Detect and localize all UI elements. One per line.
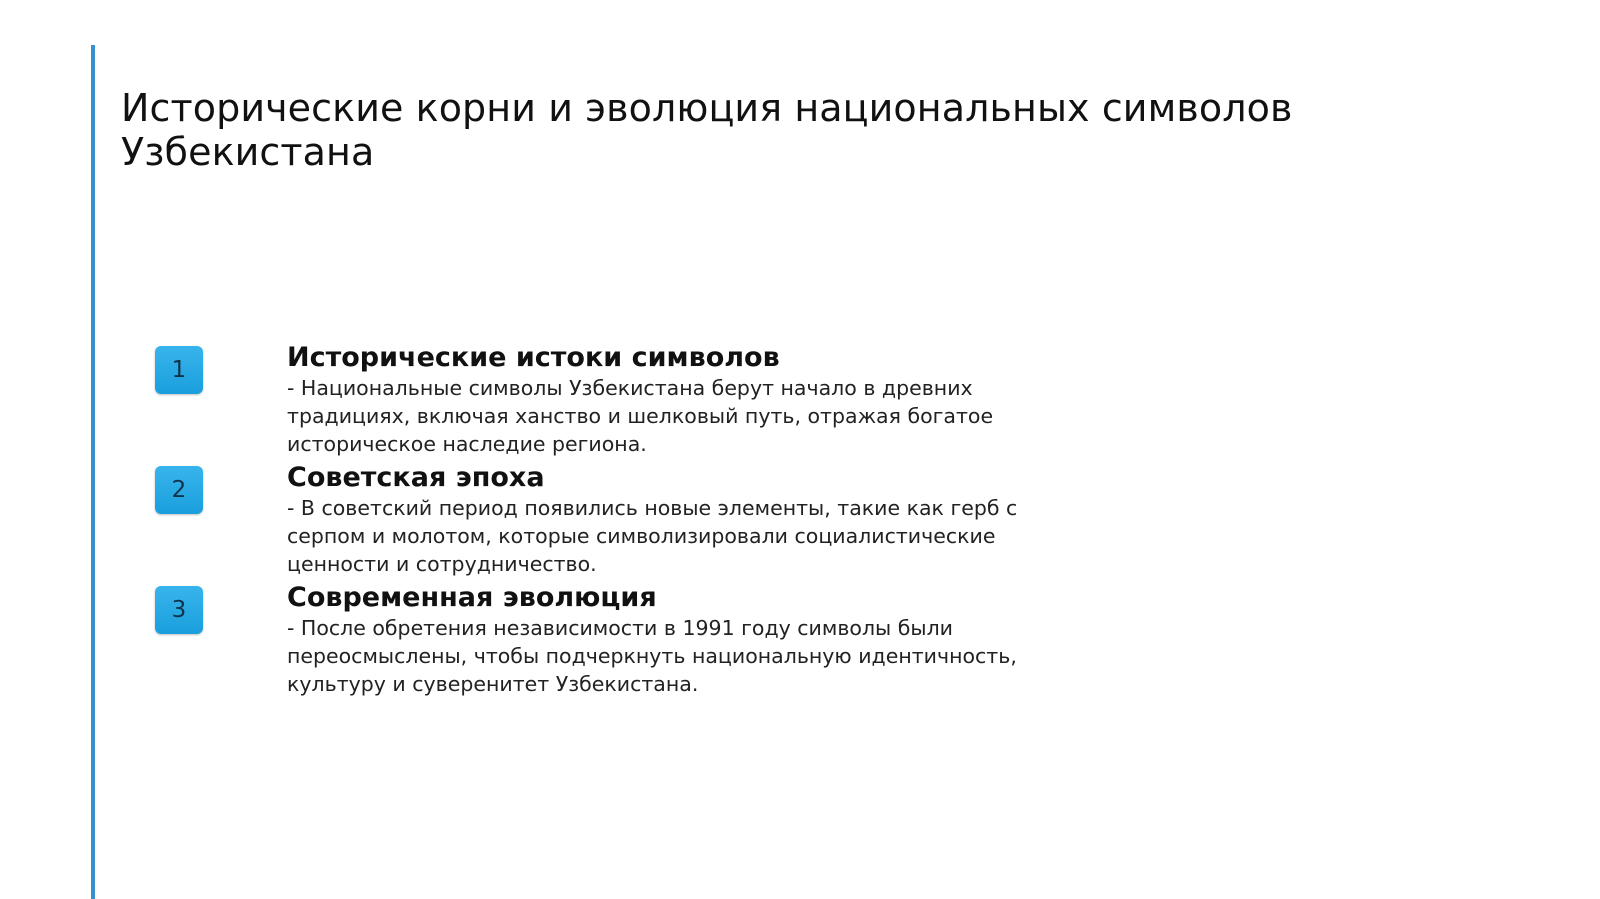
item-heading: Современная эволюция (287, 582, 657, 613)
accent-bar (91, 45, 95, 899)
item-content (287, 342, 1087, 458)
number-badge: 1 (155, 346, 203, 394)
item-content (287, 582, 1087, 698)
number-badge: 2 (155, 466, 203, 514)
number-badge: 3 (155, 586, 203, 634)
item-heading: Исторические истоки символов (287, 342, 780, 373)
slide-title: Исторические корни и эволюция национальных символов Узбекистана (121, 86, 1293, 174)
item-text: - В советский период появились новые элементы, такие как герб с серпом и молотом, которые символизировали социалистические ценности и сотрудничество. (287, 496, 1018, 576)
item-text: - Национальные символы Узбекистана берут начало в древних традициях, включая ханство и шелковый путь, отражая богатое историческое наследие региона. (287, 376, 994, 456)
item-text: - После обретения независимости в 1991 году символы были переосмыслены, чтобы подчеркнуть национальную идентичность, культуру и суверенитет Узбекистана. (287, 616, 1017, 696)
item-heading: Советская эпоха (287, 462, 545, 493)
item-content (287, 462, 1087, 578)
